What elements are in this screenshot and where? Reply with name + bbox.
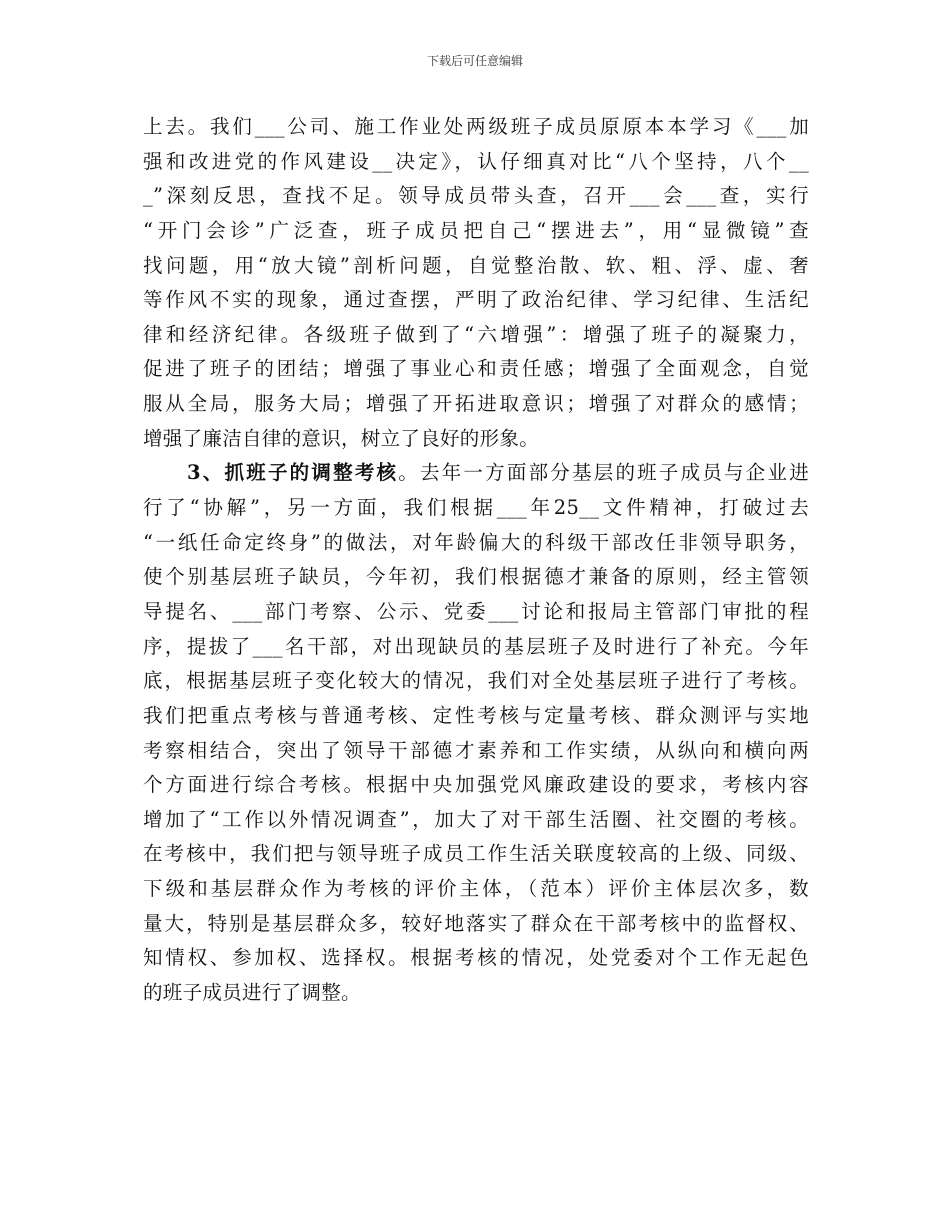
text-line: 律和经济纪律。各级班子做到了“六增强”：增强了班子的凝聚力， bbox=[143, 322, 809, 346]
text-line: 上去。我们___公司、施工作业处两级班子成员原原本本学习《___加 bbox=[143, 115, 809, 138]
text-line: 增加了“工作以外情况调查”，加大了对干部生活圈、社交圈的考核。 bbox=[143, 807, 809, 831]
text-line: 促进了班子的团结；增强了事业心和责任感；增强了全面观念，自觉 bbox=[143, 357, 809, 381]
text-line: 在考核中，我们把与领导班子成员工作生活关联度较高的上级、同级、 bbox=[143, 842, 809, 866]
paragraph-team-assessment bbox=[143, 456, 809, 1010]
text-line: 增强了廉洁自律的意识，树立了良好的形象。 bbox=[143, 426, 540, 450]
heading-continuation: 。去年一方面部分基层的班子成员与企业进 bbox=[398, 461, 809, 485]
text-line: “一纸任命定终身”的做法，对年龄偏大的科级干部改任非领导职务， bbox=[143, 530, 809, 554]
paragraph-party-style bbox=[143, 110, 809, 456]
text-line: 序，提拔了___名干部，对出现缺员的基层班子及时进行了补充。今年 bbox=[143, 634, 809, 658]
text-line: 强和改进党的作风建设__决定》，认仔细真对比“八个坚持，八个__ bbox=[143, 149, 809, 173]
text-line: 下级和基层群众作为考核的评价主体，（范本）评价主体层次多，数 bbox=[143, 877, 809, 901]
text-line: 使个别基层班子缺员，今年初，我们根据德才兼备的原则，经主管领 bbox=[143, 565, 809, 589]
text-line: 个方面进行综合考核。根据中央加强党风廉政建设的要求，考核内容 bbox=[143, 773, 809, 797]
text-line: “开门会诊”广泛查，班子成员把自己“摆进去”，用“显微镜”查 bbox=[143, 218, 809, 242]
text-line: 行了“协解”，另一方面，我们根据___年25__文件精神，打破过去 bbox=[143, 496, 809, 520]
text-line: 找问题，用“放大镜”剖析问题，自觉整治散、软、粗、浮、虚、奢 bbox=[143, 253, 809, 277]
text-line: 底，根据基层班子变化较大的情况，我们对全处基层班子进行了考核。 bbox=[143, 669, 809, 693]
text-line: 知情权、参加权、选择权。根据考核的情况，处党委对个工作无起色 bbox=[143, 946, 809, 970]
text-line: 导提名、___部门考察、公示、党委___讨论和报局主管部门审批的程 bbox=[143, 599, 809, 623]
text-line: 我们把重点考核与普通考核、定性考核与定量考核、群众测评与实地 bbox=[143, 703, 809, 727]
text-line: 的班子成员进行了调整。 bbox=[143, 981, 361, 1005]
text-line: 量大，特别是基层群众多，较好地落实了群众在干部考核中的监督权、 bbox=[143, 911, 809, 935]
text-line: 等作风不实的现象，通过查摆，严明了政治纪律、学习纪律、生活纪 bbox=[143, 288, 809, 312]
text-line: 考察相结合，突出了领导干部德才素养和工作实绩，从纵向和横向两 bbox=[143, 738, 809, 762]
page-header: 下载后可任意编辑 bbox=[426, 54, 523, 68]
text-line: _”深刻反思，查找不足。领导成员带头查，召开___会___查，实行 bbox=[143, 184, 809, 208]
text-line: 服从全局，服务大局；增强了开拓进取意识；增强了对群众的感情； bbox=[143, 392, 809, 416]
paragraph-first-line bbox=[143, 456, 809, 491]
section-heading: 3、抓班子的调整考核 bbox=[187, 461, 399, 485]
document-body bbox=[143, 110, 809, 1011]
